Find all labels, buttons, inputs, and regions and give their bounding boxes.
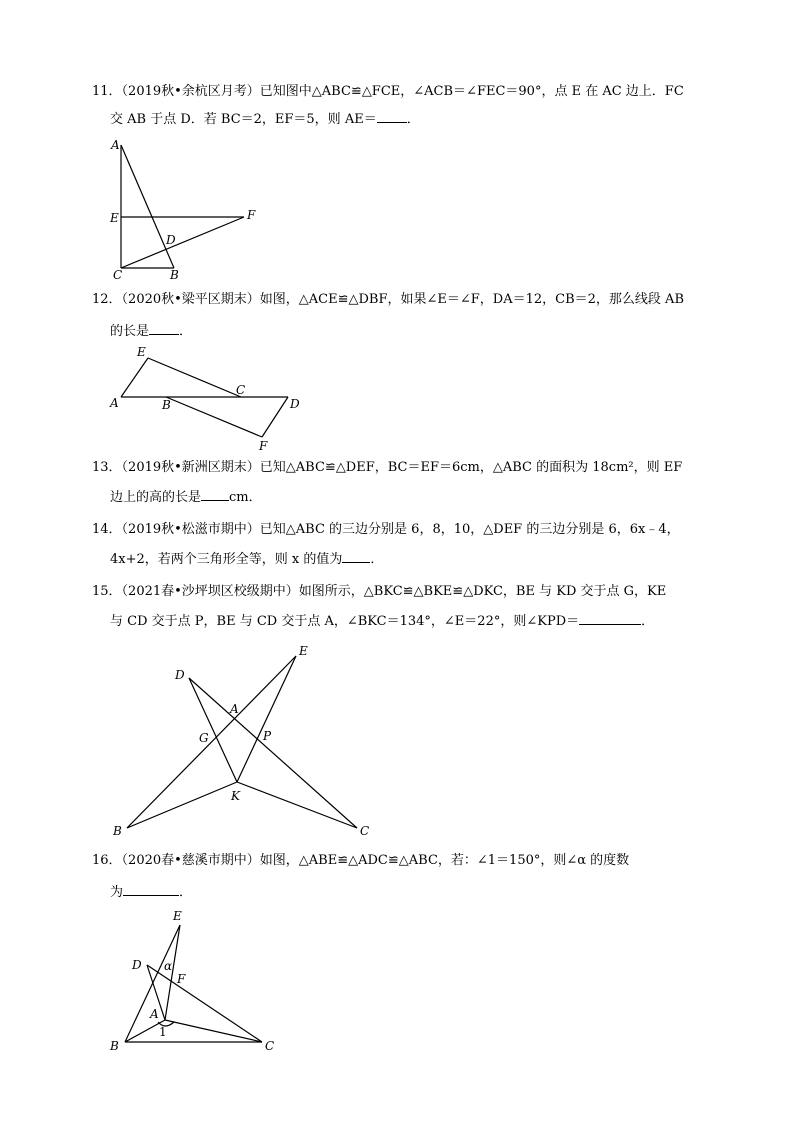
q16-label-B: B [110,1039,119,1053]
q15-line2-end: ． [641,614,655,629]
q14-line2-text: 4x+2，若两个三角形全等，则 x 的值为 [110,552,343,567]
q12-line1: 12．（2020秋•梁平区期末）如图，△ACE≌△DBF，如果∠E＝∠F，DA＝12，CB＝2，那么线段 AB [92,292,684,307]
q15-line1: 15．（2021春•沙坪坝区校级期中）如图所示，△BKC≌△BKE≌△DKC，BE 与 KD 交于点 G，KE [92,584,667,599]
q16-label-angle-1: 1 [159,1025,167,1039]
q11-label-A: A [111,138,120,152]
q11-label-C: C [113,268,123,282]
q15-label-K: K [231,789,240,803]
q12-label-F: F [259,439,268,453]
q16-label-D: D [132,958,142,972]
q12-label-A: A [110,396,119,410]
q16-line1: 16．（2020春•慈溪市期中）如图，△ABE≌△ADC≌△ABC，若：∠1＝150°，则∠α 的度数 [92,853,630,868]
q16-label-A: A [150,1007,159,1021]
q15-label-C: C [360,824,370,838]
q11-line2-end: ． [406,112,420,127]
q14-line1: 14．（2019秋•松滋市期中）已知△ABC 的三边分别是 6，8，10，△DEF 的三边分别是 6，6x﹣4， [92,522,680,537]
q12-line2-text: 的长是 [110,324,150,339]
q16-line2-end: ． [179,885,193,900]
q12-label-B: B [162,398,171,412]
q15-label-E: E [299,644,308,658]
q11-label-E: E [110,211,119,225]
q11-line2-text: 交 AB 于点 D．若 BC＝2，EF＝5，则 AE＝ [110,112,377,127]
q15-line2-text: 与 CD 交于点 P，BE 与 CD 交于点 A，∠BKC＝134°，∠E＝22°，则∠KPD＝ [110,614,580,629]
q12-label-E: E [137,345,146,359]
q15-label-A: A [230,702,239,716]
q11-label-F: F [247,208,256,222]
q16-label-E: E [173,909,182,923]
q15-label-D: D [175,668,185,682]
q15-label-G: G [199,731,209,745]
q16-label-C: C [265,1039,275,1053]
q16-label-F: F [177,972,186,986]
q12-label-D: D [290,397,300,411]
q13-line2-end: cm． [229,490,262,505]
q16-label-alpha: α [164,959,173,973]
q13-line2-text: 边上的高的长是 [110,490,202,505]
q14-line2-end: ． [370,552,384,567]
q11-line1: 11．（2019秋•余杭区月考）已知图中△ABC≌△FCE，∠ACB＝∠FEC＝90°，点 E 在 AC 边上．FC [92,84,684,99]
q11-label-D: D [166,233,176,247]
q15-label-B: B [113,824,122,838]
q11-label-B: B [170,268,179,282]
q15-label-P: P [263,729,272,743]
q13-line1: 13．（2019秋•新洲区期末）已知△ABC≌△DEF，BC＝EF＝6cm，△ABC 的面积为 18cm²，则 EF [92,460,683,475]
q12-line2-end: ． [179,324,193,339]
q16-line2-text: 为 [110,885,124,900]
q12-label-C: C [236,383,246,397]
